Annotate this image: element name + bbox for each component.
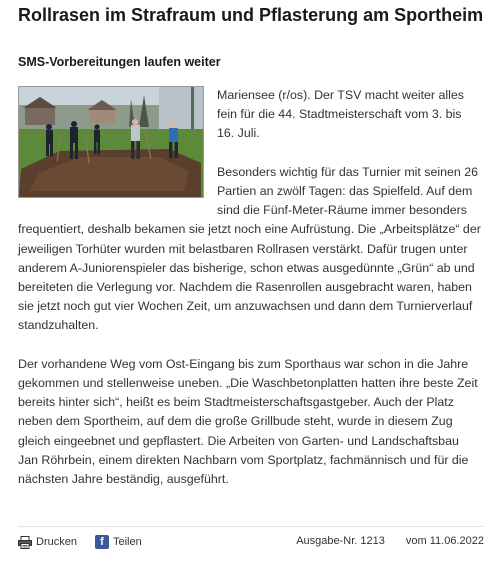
share-label: Teilen bbox=[112, 536, 142, 548]
issue-number: Ausgabe-Nr. 1213 bbox=[296, 535, 385, 547]
issue-date: vom 11.06.2022 bbox=[405, 535, 484, 547]
article-title: Rollrasen im Strafraum und Pflasterung am Sportheim bbox=[18, 5, 484, 25]
paragraph-3: Der vorhandene Weg vom Ost-Eingang bis zum Sporthaus war schon in die Jahre gekommen und stellenweise uneben. „Die Waschbetonplatten hatten ihre beste Zeit bereits hinter sich“, heißt es beim Stadtmeisterschaftsgastgeber. Auch der Platz neben dem Sportheim, auf dem die große Grillbude steht, wurde in diesem Zug gleich eingeebnet und gepflastert. Die Arbeiten von Garten- und Landschaftsbau Jan Röhrbein, einem direkten Nachbarn vom Sportplatz, fachmännisch und für die nächsten Jahre beständig, ausgeführt. bbox=[18, 356, 478, 487]
facebook-icon: f bbox=[95, 535, 109, 549]
article-subtitle: SMS-Vorbereitungen laufen weiter bbox=[18, 55, 221, 69]
article-photo bbox=[18, 86, 204, 198]
paragraph-2: Besonders wichtig für das Turnier mit seinen 26 Partien an zwölf Tagen: das Spielfeld. Auf dem sind die Fünf-Meter-Räume immer besonders frequentiert, deshalb bekamen sie jetzt noch eine Aufrüstung. Die „Arbeitsplätze“ der jeweiligen Torhüter wurden mit belastbaren Rollrasen verstärkt. Dafür trugen unter anderem A-Juniorenspieler das bisherige, schon etwas ausgedünnte „Grün“ ab und bereiteten die Verlegung vor. Nachdem die Rasenrollen ausgebracht waren, haben sie jetzt noch gut vier Wochen Zeit, um anzuwachsen und dann dem Turnierverlauf standzuhalten. bbox=[18, 164, 481, 333]
article-footer bbox=[18, 526, 484, 553]
print-label: Drucken bbox=[36, 536, 77, 548]
printer-icon bbox=[18, 536, 32, 549]
share-button[interactable] bbox=[95, 535, 142, 549]
print-button[interactable] bbox=[18, 536, 77, 549]
paragraph-1: Mariensee (r/os). Der TSV macht weiter alles fein für die 44. Stadtmeisterschaft vom 3. bis 16. Juli. bbox=[217, 88, 464, 141]
photo-illustration bbox=[19, 87, 203, 197]
article-body bbox=[18, 86, 482, 508]
